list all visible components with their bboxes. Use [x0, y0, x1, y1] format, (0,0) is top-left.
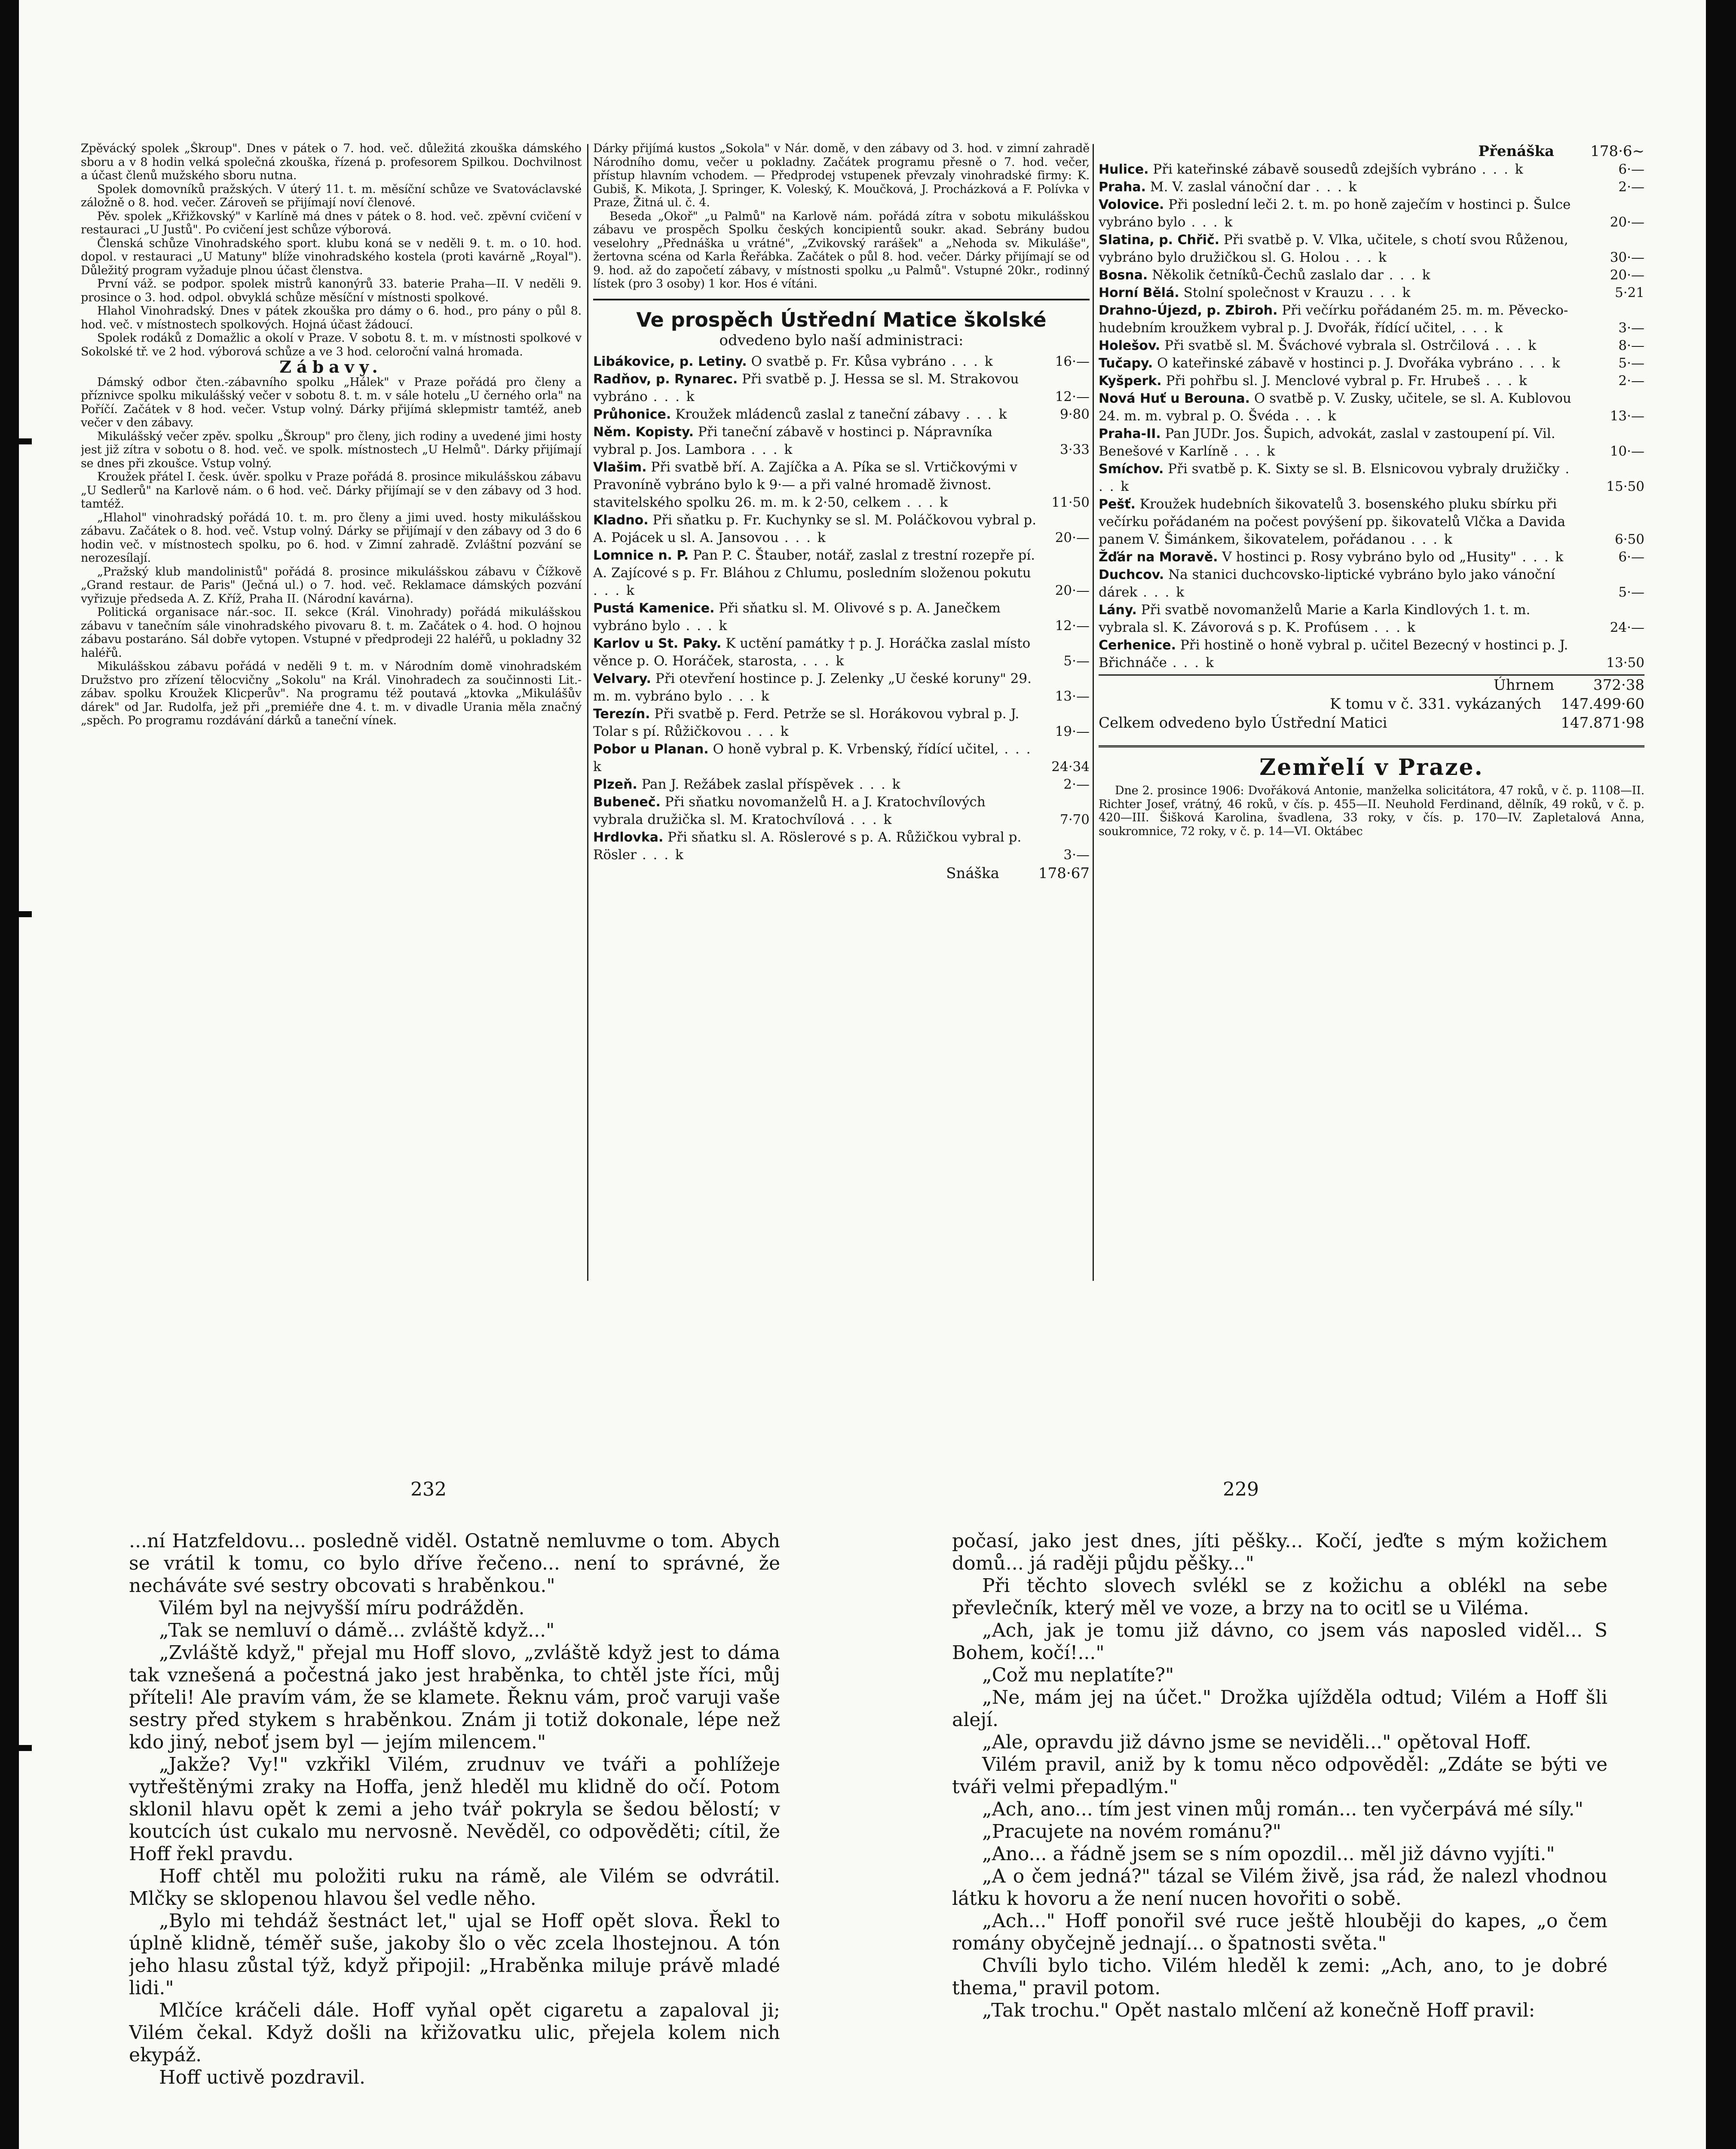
donation-description: Kroužek hudebních šikovatelů 3. bosenského pluku sbírku při večírku pořádaném na počest povýšení pp. šikovatelů Vlčka a Davida panem V. Šimánkem, šikovatelem, pořádanou [1099, 496, 1565, 547]
donation-description: Při svatbě p. J. Hessa se sl. M. Strakovou vybráno [593, 371, 1019, 404]
notices-column [81, 142, 582, 728]
leader-dots: . . . k [853, 776, 902, 792]
donation-amount: 13·50 [1606, 655, 1644, 670]
story-paragraph: „Ale, opravdu již dávno jsme se neviděli..." opětoval Hoff. [982, 1731, 1531, 1753]
leader-dots: . . . k [1405, 532, 1454, 547]
previous-amount: 147.499·60 [1561, 695, 1644, 713]
donation-list [593, 353, 1090, 864]
donation-text [1099, 460, 1580, 496]
total-label: Úhrnem [1493, 677, 1554, 694]
donation-description: Při pohřbu sl. J. Menclové vybral p. Fr. Hrubeš [1166, 373, 1480, 389]
donation-row [1099, 548, 1644, 566]
donation-amount: 5·— [1618, 355, 1644, 371]
leader-dots: . . . k [1137, 585, 1186, 600]
donation-description: Při svatbě bří. A. Zajíčka a A. Píka se sl. Vrtičkovými v Pravoníně vybráno bylo k 9·— a při valné hromadě živnost. stavitelského spolku 26. m. m. k 2·50, celkem [593, 459, 1017, 510]
donation-place: Vlašim. [593, 459, 647, 475]
leader-dots: . . . k [1363, 285, 1412, 300]
donation-amount: 3·33 [1059, 441, 1090, 457]
donation-amount: 5·— [1618, 585, 1644, 600]
previous-row [1099, 695, 1644, 713]
donation-text [1099, 231, 1580, 266]
story-paragraph: „Tak se nemluví o dámě... zvláště když..." [159, 1619, 555, 1641]
leader-dots: . . . k [901, 494, 949, 510]
donation-place: Plzeň. [593, 777, 637, 792]
grand-total-row [1099, 713, 1644, 732]
scan-border-left [0, 0, 19, 2149]
donation-text [1099, 196, 1580, 231]
donation-place: Nová Huť u Berouna. [1099, 391, 1250, 406]
column-divider [587, 144, 588, 1281]
story-paragraph: „Zvláště když," přejal mu Hoff slovo, „zvláště když jest to dáma tak vznešená a počestná jako jest hraběnka, to chtěl jste říci, můj příteli! Ale pravím vám, že se klamete. Řeknu vám, proč varuji vaše sestry před stykem s hraběnkou. Znám ji totiž dokonale, lépe než kdo jiný, neboť jsem byl — jejím milencem." [129, 1642, 780, 1753]
donation-row [1099, 566, 1644, 601]
story-paragraph: „A o čem jedná?" tázal se Vilém živě, jsa rád, že nalezl vhodnou látku k hovoru a že není nucen hovořiti o sobě. [952, 1865, 1607, 1910]
leader-dots: . . . k [593, 582, 636, 598]
donation-text [1099, 355, 1580, 372]
subtotal-amount: 178·67 [1038, 864, 1090, 882]
grand-total-label: Celkem odvedeno bylo Ústřední Matici [1099, 714, 1387, 732]
story-paragraph: Chvíli bylo ticho. Vilém hleděl k zemi: „Ach, ano, to je dobré thema," pravil potom. [952, 1955, 1607, 1999]
leader-dots: . . . k [1513, 355, 1561, 371]
leader-dots: . . . k [845, 811, 893, 827]
donation-description: Na stanici duchcovsko-liptické vybráno bylo jako vánoční dárek [1099, 567, 1555, 600]
leader-dots: . . . k [797, 653, 845, 669]
donation-place: Libákovice, p. Letiny. [593, 354, 747, 369]
donation-text [593, 370, 1038, 406]
donation-text [593, 776, 1038, 793]
leader-dots: . . . k [1516, 549, 1565, 565]
donation-place: Lány. [1099, 603, 1137, 618]
donation-description: K uctění památky † p. J. Horáčka zaslal místo věnce p. O. Horáček, starosta, [593, 635, 1031, 669]
donation-place: Smíchov. [1099, 462, 1164, 477]
donation-amount: 9·80 [1059, 406, 1090, 422]
notice: Dárky přijímá kustos „Sokola" v Nár. domě, v den zábavy od 3. hod. v zimní zahradě Národního domu, večer u pokladny. Začátek programu přesně o 7. hod. večer, přístup hlavním vchodem. — Předprodej vstupenek převzaly vinohradské firmy: K. Gubiš, K. Mikota, J. Springer, K. Voleský, K. Moučková, J. Procházková a F. Polívka v Praze, Žitná ul. č. 4. [593, 142, 1090, 209]
donation-description: Při sňatku p. Fr. Kuchynky se sl. M. Poláčkovou vybral p. A. Pojácek u sl. A. Jansovou [593, 512, 1037, 545]
donation-place: Pešť. [1099, 497, 1136, 512]
donation-description: Při svatbě p. Ferd. Petrže se sl. Horákovou vybral p. J. Tolar s pí. Růžičkovou [593, 706, 1020, 739]
page-number-right: 229 [1223, 1479, 1259, 1500]
donation-description: O kateřinské zábavě v hostinci p. J. Dvořáka vybráno [1157, 355, 1513, 371]
leader-dots: . . . k [1489, 338, 1538, 353]
leader-dots: . . . k [1476, 162, 1525, 177]
donation-amount: 3·— [1618, 320, 1644, 336]
donation-amount: 16·— [1055, 353, 1090, 369]
donation-description: Pan P. C. Štauber, notář, zaslal z trestní rozepře pí. A. Zajícové s p. Fr. Bláhou z Chlumu, posledním složenou pokutu [593, 547, 1035, 581]
donation-description: Při hostině o honě vybral p. učitel Bezecný v hostinci p. J. Břichnáče [1099, 637, 1568, 670]
scan-border-right [1706, 0, 1736, 2149]
donation-place: Pustá Kamenice. [593, 600, 715, 616]
donation-row [1099, 178, 1644, 196]
donation-list [1099, 161, 1644, 672]
notice: Beseda „Okoř" „u Palmů" na Karlově nám. pořádá zítra v sobotu mikulášskou zábavu ve prospěch Spolku českých koncipientů soukr. akad. Sebrány budou veselohry „Přednáška u vrátné", „Zvikovský rarášek" a „Nehoda sv. Mikuláše", žertovna scéna od Karla Řeřábka. Začátek o půl 8. hod. večer. Dárky přijímají se od 9. hod. až do započetí zábavy, v místnosti spolku „u Palmů". Vstupné 20kr., rodinný lístek (pro 3 osoby) 1 kor. Hos é vítáni. [593, 209, 1090, 291]
story-paragraph: „Ach..." Hoff ponořil své ruce ještě hlouběji do kapes, „o čem romány obyčejně jednají... o špatnosti světa." [952, 1910, 1607, 1954]
donation-row [1099, 284, 1644, 302]
donation-amount: 24·— [1610, 620, 1644, 635]
donation-description: Při taneční zábavě v hostinci p. Nápravníka vybral p. Jos. Lambora [593, 424, 992, 457]
column-divider [1093, 144, 1094, 1281]
leader-dots: . . . k [722, 688, 771, 704]
notice: Politická organisace nár.-soc. II. sekce (Král. Vinohrady) pořádá mikulášskou zábavu v tanečním sále vinohradského pivovaru 8. t. m. Začátek o 4. hod. O hojnou zábavu postaráno. Sál dobře vytopen. Vstupné v předprodeji 22 haléřů, u pokladny 32 haléřů. [81, 606, 582, 660]
donation-place: Terezín. [593, 706, 650, 722]
donation-amount: 12·— [1055, 389, 1090, 404]
donation-amount: 20·— [1055, 582, 1090, 598]
donation-amount: 2·— [1618, 179, 1644, 195]
donation-description: Při poslední leči 2. t. m. po honě zaječím v hostinci p. Šulce vybráno bylo [1099, 197, 1571, 230]
leader-dots: . . . k [637, 847, 685, 863]
story-paragraph: „Což mu neplatíte?" [982, 1664, 1174, 1686]
donation-amount: 30·— [1610, 250, 1644, 265]
leader-dots: . . . k [1340, 250, 1388, 265]
story-paragraph: Mlčíce kráčeli dále. Hoff vyňal opět cigaretu a zapaloval ji; Vilém čekal. Když došli na křižovatku ulic, přejela kolem nich ekypáž. [129, 1999, 780, 2066]
donation-row [593, 829, 1090, 864]
donation-text [1099, 178, 1580, 196]
donation-description: O svatbě p. Fr. Kůsa vybráno [751, 353, 946, 369]
donation-amount: 2·— [1063, 776, 1090, 792]
donation-row [1099, 372, 1644, 390]
notice: Spolek rodáků z Domažlic a okolí v Praze. V sobotu 8. t. m. v místnosti spolkové v Sokolské tř. ve 2 hod. výborová schůze a ve 3 hod. celoroční valná hromada. [81, 331, 582, 358]
donation-row [593, 793, 1090, 829]
donation-amount: 15·50 [1606, 479, 1644, 494]
story-paragraph: Vilém pravil, aniž by k tomu něco odpověděl: „Zdáte se býti ve tváři velmi přepadlým." [952, 1754, 1607, 1798]
leader-dots: . . . k [1289, 408, 1338, 424]
total-row [1099, 674, 1644, 695]
donation-amount: 6·— [1618, 549, 1644, 565]
notice: Hlahol Vinohradský. Dnes v pátek zkouška pro dámy o 6. hod., pro pány o půl 8. hod. več. v místnostech spolkových. Hojná účast žádoucí. [81, 304, 582, 331]
donation-text [1099, 548, 1580, 566]
donation-amount: 11·50 [1051, 494, 1090, 510]
donation-amount: 3·— [1063, 847, 1090, 863]
donation-place: Bosna. [1099, 268, 1148, 283]
scan-mark [19, 1745, 32, 1751]
donation-place: Praha-II. [1099, 426, 1161, 441]
donation-text [593, 511, 1038, 547]
donation-text [1099, 566, 1580, 601]
deaths-heading: Zemřelí v Praze. [1099, 745, 1644, 781]
donation-text [593, 741, 1038, 776]
leader-dots: . . . k [960, 406, 1008, 422]
donation-row [1099, 231, 1644, 266]
donation-amount: 7·70 [1059, 811, 1090, 827]
donation-amount: 20·— [1610, 214, 1644, 230]
donation-place: Něm. Kopisty. [593, 424, 694, 440]
story-paragraph: „Ne, mám jej na účet." Drožka ujížděla odtud; Vilém a Hoff šli alejí. [952, 1687, 1607, 1731]
leader-dots: . . . k [741, 723, 790, 739]
donation-row [1099, 355, 1644, 372]
page-number-left: 232 [410, 1479, 447, 1500]
donation-place: Duchcov. [1099, 567, 1164, 582]
story-paragraph: Vilém byl na nejvyšší míru podrážděn. [159, 1597, 525, 1619]
donation-place: Bubeneč. [593, 794, 661, 810]
donation-amount: 13·— [1055, 688, 1090, 704]
leader-dots: . . . k [1480, 373, 1528, 389]
donation-place: Kyšperk. [1099, 373, 1162, 389]
story-paragraph: „Tak trochu." Opět nastalo mlčení až konečně Hoff pravil: [982, 1999, 1535, 2021]
donation-text [593, 670, 1038, 705]
donation-place: Radňov, p. Rynarec. [593, 371, 738, 387]
donation-row [1099, 196, 1644, 231]
section-heading-zabavy: Zábavy. [279, 357, 383, 377]
leader-dots: . . . k [1310, 179, 1358, 195]
total-amount: 372·38 [1593, 677, 1644, 694]
donation-place: Hrdlovka. [593, 830, 664, 845]
story-paragraph: „Ach, jak je tomu již dávno, co jsem vás naposled viděl... S Bohem, kočí!..." [952, 1619, 1607, 1664]
scan-mark [19, 438, 32, 444]
donation-description: O honě vybral p. K. Vrbenský, řídící učitel, [713, 741, 999, 757]
leader-dots: . . . k [778, 530, 827, 545]
donation-text [593, 353, 1038, 370]
donation-place: Drahno-Újezd, p. Zbiroh. [1099, 303, 1278, 318]
story-paragraph: ...ní Hatzfeldovu... posledně viděl. Ostatně nemluvme o tom. Abych se vrátil k tomu, co bylo dříve řečeno... není to správné, že necháváte své sestry obcovati s hraběnkou." [129, 1530, 780, 1597]
notice: Mikulášskou zábavu pořádá v neděli 9 t. m. v Národním domě vinohradském Družstvo pro zřízení tělocvičny „Sokolu" na Král. Vinohradech za součinnosti Lit.-zábav. spolku Kroužek Klicperův". Na programu též poutavá „ktovka „Mikulášův dárek" od Jar. Rudolfa, jež při „premiéře dne 4. t. m. v divadle Urania měla značný „spěch. Po programu rozdávání dárků a taneční vínek. [81, 660, 582, 727]
donation-amount: 24·34 [1051, 759, 1090, 774]
donation-row [593, 406, 1090, 423]
donation-text [1099, 425, 1580, 460]
donations-heading [593, 299, 1090, 349]
leader-dots: . . . k [745, 441, 794, 457]
donation-row [593, 547, 1090, 600]
donation-row [593, 670, 1090, 705]
carry-amount: 178·6~ [1590, 143, 1644, 160]
donation-description: Při svatbě p. V. Vlka, učitele, s chotí svou Růženou, vybráno bylo družičkou sl. G. Holou [1099, 232, 1568, 265]
donation-text [1099, 390, 1580, 425]
donation-text [593, 459, 1038, 511]
donation-description: O svatbě p. V. Zusky, učitele, se sl. A. Kublovou 24. m. m. vybral p. O. Švéda [1099, 391, 1571, 424]
donation-row [1099, 425, 1644, 460]
deaths-text: Dne 2. prosince 1906: Dvořáková Antonie, manželka solicitátora, 47 roků, v č. p. 1108—II. Richter Josef, vrátný, 46 roků, v čís. p. 455—II. Neuhold Ferdinand, dělník, 49 roků, v č. p. 420—III. Šišková Karolina, švadlena, 33 roky, v čís. p. 170—IV. Zapletalová Anna, soukromnice, 72 roky, v č. p. 14—VI. Oktábec [1099, 784, 1644, 838]
donation-description: Pan J. Režábek zaslal příspěvek [641, 776, 854, 792]
donation-row [1099, 601, 1644, 637]
donation-place: Karlov u St. Paky. [593, 636, 722, 651]
donation-description: Při otevření hostince p. J. Zelenky „U české koruny" 29. m. m. vybráno bylo [593, 670, 1032, 704]
donation-description: Pan JUDr. Jos. Šupich, advokát, zaslal v zastoupení pí. Vil. Benešové v Karlíně [1099, 426, 1555, 459]
donation-row [593, 635, 1090, 670]
donation-description: V hostinci p. Rosy vybráno bylo od „Husity" [1222, 549, 1517, 565]
story-right-page [952, 1530, 1607, 2022]
donation-description: Při večírku pořádaném 25. m. m. Pěvecko-hudebním kroužkem vybral p. J. Dvořák, řídící učitel, [1099, 303, 1568, 336]
donation-amount: 12·— [1055, 618, 1090, 634]
donation-row [593, 370, 1090, 406]
donation-amount: 8·— [1618, 338, 1644, 353]
story-paragraph: „Ano... a řádně jsem se s ním opozdil... měl již dávno vyjíti." [982, 1843, 1555, 1865]
donation-place: Praha. [1099, 180, 1146, 195]
leader-dots: . . . k [1167, 655, 1215, 670]
donation-row [593, 353, 1090, 370]
donation-place: Průhonice. [593, 407, 671, 422]
donation-text [1099, 496, 1580, 548]
story-paragraph: Hoff chtěl mu položiti ruku na rámě, ale Vilém se odvrátil. Mlčky se sklopenou hlavou šel vedle něho. [129, 1865, 780, 1910]
donation-place: Horní Bělá. [1099, 285, 1179, 300]
subtotal-row [593, 864, 1090, 883]
donation-place: Tučapy. [1099, 356, 1153, 371]
notice: Členská schůze Vinohradského sport. klubu koná se v neděli 9. t. m. o 10. hod. dopol. v restauraci „U Matuny" blíže vinohradského kostela (proti kavárně „Royal"). Důležitý program vyžaduje plnou účast členstva. [81, 236, 582, 277]
donation-row [1099, 496, 1644, 548]
leader-dots: . . . k [647, 389, 696, 404]
donation-row [593, 776, 1090, 793]
donation-description: Několik četníků-Čechů zaslalo dar [1152, 267, 1384, 283]
donation-amount: 13·— [1610, 408, 1644, 424]
donation-description: Při svatbě sl. M. Šváchové vybrala sl. Ostrčilová [1164, 338, 1490, 353]
donation-text [1099, 284, 1580, 302]
story-paragraph: „Bylo mi tehdáž šestnáct let," ujal se Hoff opět slova. Řekl to úplně klidně, téměř suše, jakoby šlo o věc zcela lhostejnou. A tón jeho hlasu zůstal týž, když připojil: „Hraběnka miluje právě mladé lidi." [129, 1910, 780, 1999]
story-paragraph: počasí, jako jest dnes, jíti pěšky... Kočí, jeďte s mým kožichem domů... já raději půjdu pěšky..." [952, 1530, 1607, 1574]
donation-row [1099, 302, 1644, 337]
donation-text [1099, 337, 1580, 355]
donation-place: Slatina, p. Chřič. [1099, 233, 1220, 248]
donation-text [1099, 372, 1580, 390]
leader-dots: . . . k [946, 353, 994, 369]
donation-description: Při sňatku sl. A. Röslerové s p. A. Růžičkou vybral p. Rösler [593, 829, 1022, 863]
donation-row [593, 741, 1090, 776]
donation-text [1099, 637, 1580, 672]
donation-amount: 2·— [1618, 373, 1644, 389]
story-paragraph: Hoff uctivě pozdravil. [159, 2066, 365, 2088]
donations-subtitle: odvedeno bylo naší administraci: [719, 331, 964, 349]
story-left-page [129, 1530, 780, 2089]
carry-row [1099, 142, 1644, 161]
previous-label: K tomu v č. 331. vykázaných [1330, 695, 1541, 713]
donation-description: Kroužek mládenců zaslal z taneční zábavy [675, 406, 960, 422]
notice: První váž. se podpor. spolek mistrů kanonýrů 33. baterie Praha—II. V neděli 9. prosince o 3. hod. odpol. obvyklá schůze měsíční v místnosti spolkové. [81, 277, 582, 304]
donation-description: Při svatbě novomanželů Marie a Karla Kindlových 1. t. m. vybrala sl. K. Závorová s p. K. Profúsem [1099, 602, 1531, 635]
subtotal-label: Snáška [946, 864, 999, 882]
donation-row [593, 600, 1090, 635]
donation-text [1099, 161, 1580, 178]
scan-mark [19, 911, 32, 917]
donation-row [593, 423, 1090, 459]
donation-place: Velvary. [593, 671, 651, 686]
story-paragraph: Při těchto slovech svlékl se z kožichu a oblékl na sebe převlečník, který měl ve voze, a brzy na to ocitl se u Viléma. [952, 1575, 1607, 1619]
donation-amount: 5·— [1063, 653, 1090, 669]
donation-amount: 20·— [1610, 267, 1644, 283]
notice: Kroužek přátel I. česk. úvěr. spolku v Praze pořádá 8. prosince mikulášskou zábavu „U Sedlerů" na Karlově nám. o 6 hod. več. Dárky přijímají se v den zábavy od 3 hod. tamtéž. [81, 470, 582, 511]
donation-text [593, 705, 1038, 741]
donation-row [1099, 390, 1644, 425]
donation-text [1099, 302, 1580, 337]
story-paragraph: „Ach, ano... tím jest vinen můj román... ten vyčerpává mé síly." [982, 1798, 1583, 1820]
donation-row [1099, 637, 1644, 672]
donation-description: Při sňatku novomanželů H. a J. Kratochvílových vybrala družička sl. M. Kratochvílová [593, 794, 986, 827]
carry-label: Přenáška [1478, 143, 1554, 160]
leader-dots: . . . k [1099, 461, 1571, 494]
donation-text [1099, 266, 1580, 284]
donation-row [1099, 161, 1644, 178]
donation-amount: 20·— [1055, 530, 1090, 545]
donation-row [593, 459, 1090, 511]
donation-row [1099, 337, 1644, 355]
donation-text [593, 547, 1038, 600]
donation-place: Lomnice n. P. [593, 548, 689, 563]
donation-description: Stolní společnost v Krauzu [1183, 285, 1364, 300]
donation-amount: 19·— [1055, 723, 1090, 739]
donation-text [593, 600, 1038, 635]
donation-place: Hulice. [1099, 162, 1149, 177]
notice: „Pražský klub mandolinistů" pořádá 8. prosince mikulášskou zábavu v Čížkově „Grand restaur. de Paris" (Ječná ul.) o 7. hod. več. Reklamace dámských pozvání vyřizuje předseda A. Z. Kříž, Praha II. (Národní kavárna). [81, 565, 582, 606]
leader-dots: . . . k [1185, 214, 1234, 230]
donation-row [1099, 266, 1644, 284]
donation-text [593, 793, 1038, 829]
donation-place: Cerhenice. [1099, 638, 1176, 653]
donations-title: Ve prospěch Ústřední Matice školské [636, 308, 1047, 331]
notice: Spolek domovníků pražských. V úterý 11. t. m. měsíční schůze ve Svatováclavské záložně o 8. hod. večer. Zároveň se přijímají noví členové. [81, 182, 582, 209]
leader-dots: . . . k [593, 741, 1032, 774]
donation-amount: 5·21 [1614, 285, 1644, 300]
donation-text [593, 829, 1038, 864]
donation-amount: 10·— [1610, 444, 1644, 459]
donation-place: Volovice. [1099, 197, 1164, 212]
donation-text [1099, 601, 1580, 637]
donation-text [593, 423, 1038, 459]
notice: Dámský odbor čten.-zábavního spolku „Hálek" v Praze pořádá pro členy a příznivce spolku mikulášský večer v sobotu 8. t. m. v sále hotelu „U černého orla" na Poříčí. Začátek v 8 hod. večer. Vstup volný. Dárky přijímá sklepmistr tamtéž, aneb večer v den zábavy. [81, 375, 582, 429]
donation-place: Pobor u Planan. [593, 741, 709, 757]
donation-row [1099, 460, 1644, 496]
leader-dots: . . . k [1383, 267, 1432, 283]
leader-dots: . . . k [1228, 444, 1277, 459]
notice: Mikulášský večer zpěv. spolku „Škroup" pro členy, jich rodiny a uvedené jimi hosty jest již zítra v sobotu o 8. hod. več. ve spolk. místnostech „U Helmů". Dárky přijímají se dnes při zkoušce. Vstup volný. [81, 429, 582, 470]
donation-description: Při svatbě p. K. Sixty se sl. B. Elsnicovou vybraly družičky [1168, 461, 1560, 477]
donation-row [593, 705, 1090, 741]
donation-text [593, 635, 1038, 670]
notice: Pěv. spolek „Křižkovský" v Karlíně má dnes v pátek o 8. hod. več. zpěvní cvičení v restauraci „U Justů". Po cvičení jest schůze výborová. [81, 209, 582, 236]
donation-description: M. V. zaslal vánoční dar [1150, 179, 1310, 195]
leader-dots: . . . k [1456, 320, 1504, 336]
grand-total-amount: 147.871·98 [1561, 714, 1644, 732]
donation-place: Kladno. [593, 512, 649, 528]
donation-amount: 6·50 [1614, 532, 1644, 547]
donation-place: Holešov. [1099, 338, 1160, 353]
leader-dots: . . . k [1368, 620, 1417, 635]
notice: „Hlahol" vinohradský pořádá 10. t. m. pro členy a jimi uved. hosty mikulášskou zábavu. Začátek o 8. hod. več. Vstup volný. Dárky se přijímají v den zábavy od 3 do 6 hodin več. v místnostech spolku, po 6. hod. v Zimní zahradě. Zvláštní pozvání se nerozesílají. [81, 511, 582, 565]
donation-description: Při sňatku sl. M. Olivové s p. A. Janečkem vybráno bylo [593, 600, 1001, 634]
donations-column [593, 142, 1090, 883]
donation-amount: 6·— [1618, 162, 1644, 177]
donation-text [593, 406, 1038, 423]
leader-dots: . . . k [680, 618, 729, 634]
story-paragraph: „Pracujete na novém románu?" [982, 1821, 1282, 1843]
story-paragraph: „Jakže? Vy!" vzkřikl Vilém, zrudnuv ve tváři a pohlížeje vytřeštěnými zraky na Hoffa, jenž hleděl mu klidně do očí. Potom sklonil hlavu opět k zemi a jeho tvář pokryla se šedou bělostí; v koutcích úst cukalo mu nervosně. Nevěděl, co odpověděti; cítil, že Hoff řekl pravdu. [129, 1754, 780, 1865]
donations-column-continued [1099, 142, 1644, 838]
donation-description: Při kateřinské zábavě sousedů zdejších vybráno [1153, 162, 1476, 177]
notice: Zpěvácký spolek „Škroup". Dnes v pátek o 7. hod. več. důležitá zkouška dámského sboru a v 8 hodin velká společná zkouška, řízená p. profesorem Spilkou. Dochvilnost a účast členů mužského sboru nutna. [81, 142, 582, 182]
donation-row [593, 511, 1090, 547]
donation-place: Žďár na Moravě. [1099, 550, 1218, 565]
